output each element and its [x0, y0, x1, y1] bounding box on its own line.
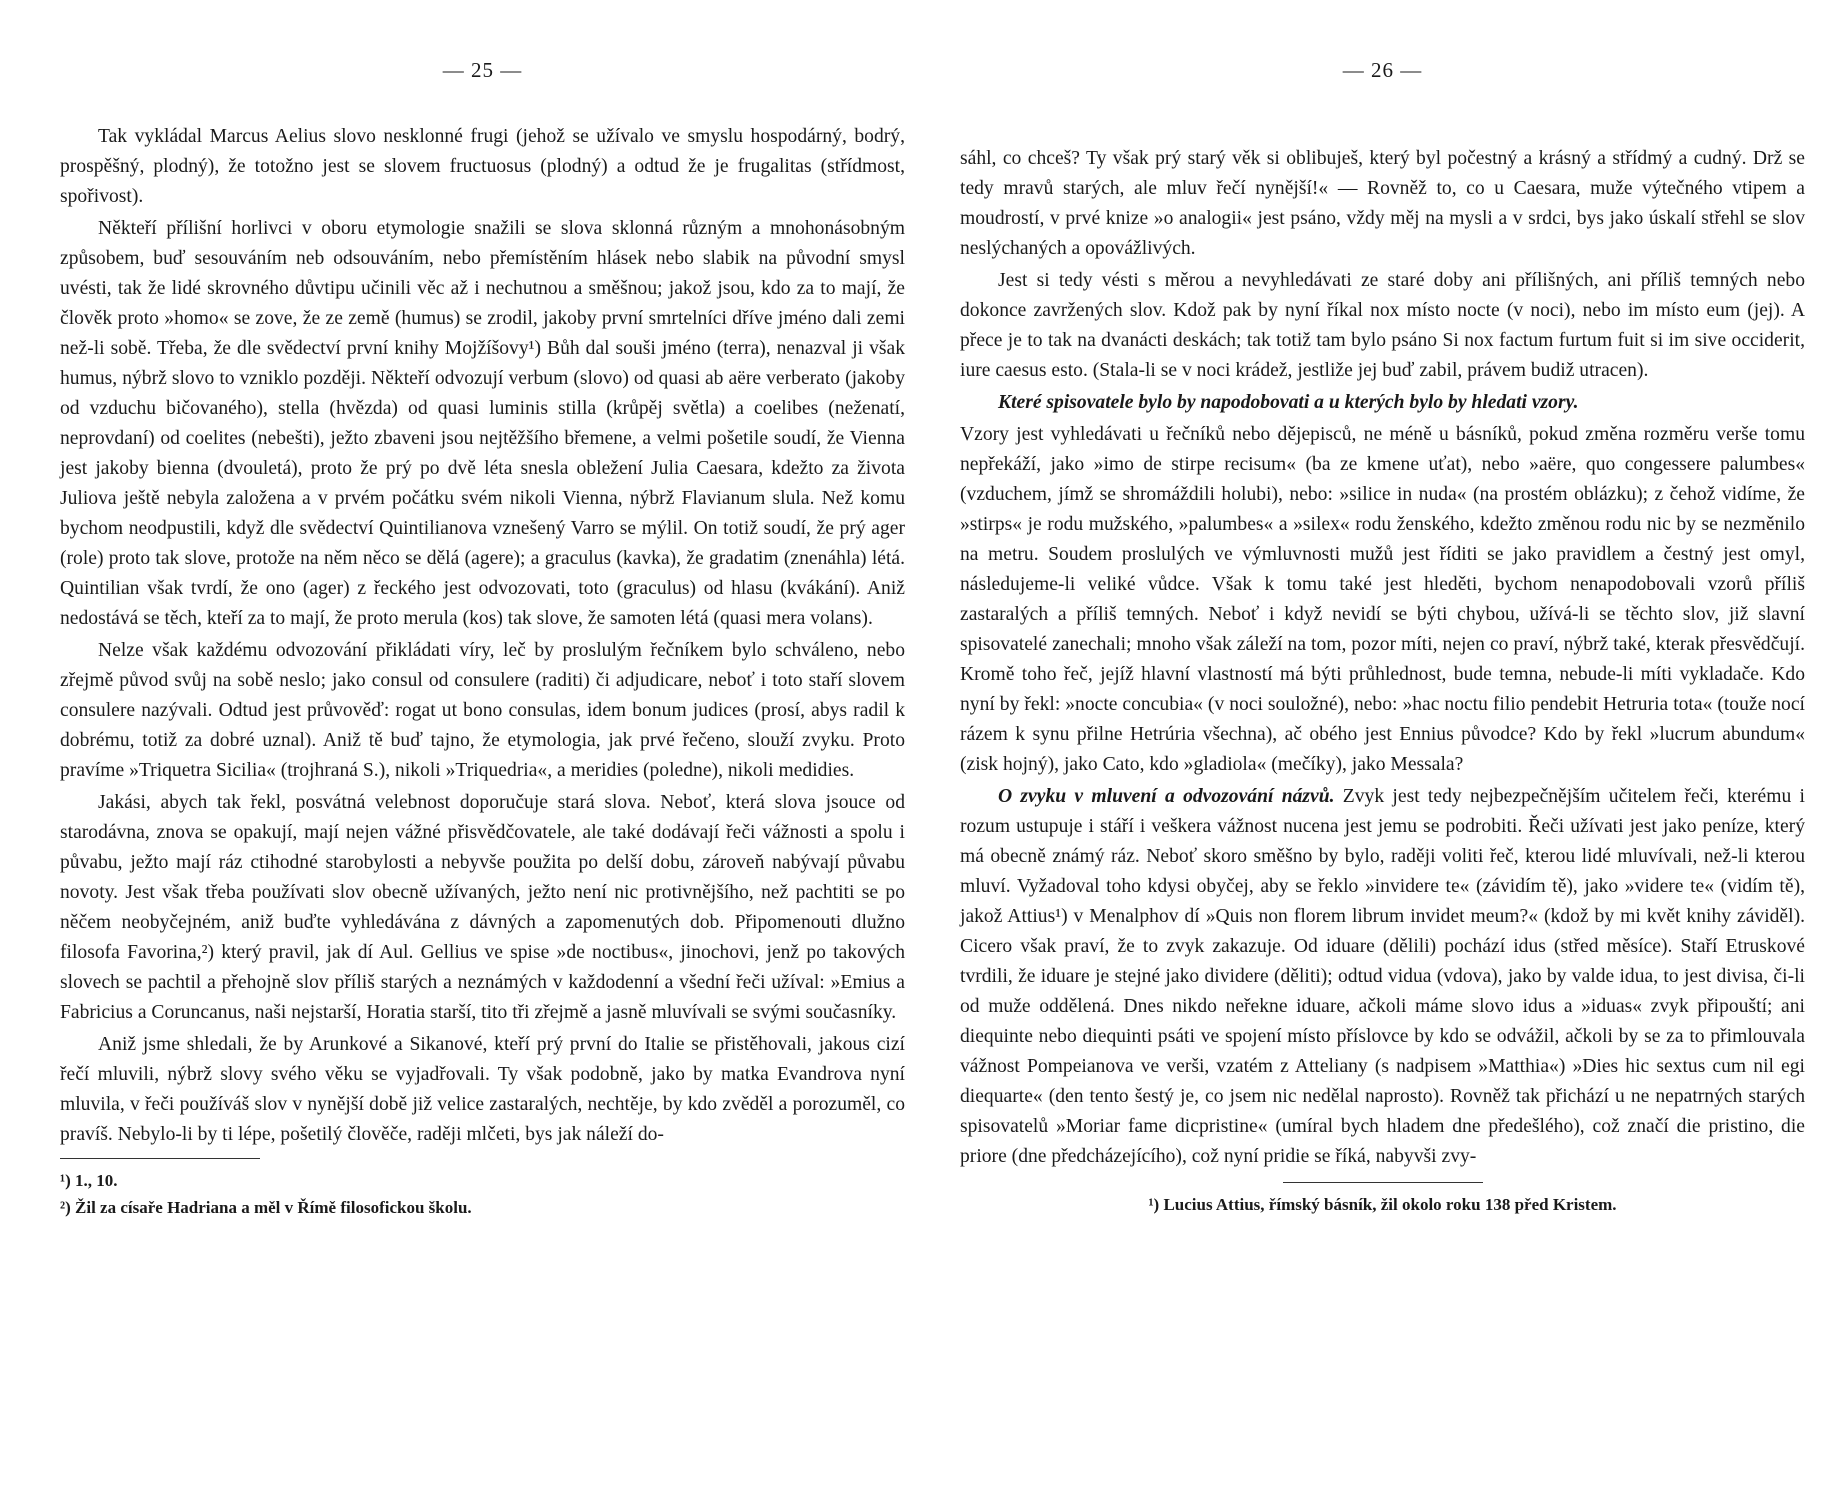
paragraph: Někteří přílišní horlivci v oboru etymologie snažili se slova sklonná různým a mnohonásobným způsobem, buď sesouváním neb odsouváním, nebo přemístěním hlásek nebo slabik na původní smysl uvésti, tak že lidé skrovného důvtipu učinili věc až i nechutnou a směšnou; jakož jsou, kdo za to mají, že člověk proto »homo« se zove, že ze země (humus) se zrodil, jakoby první smrtelníci dříve jméno dali zemi než-li sobě. Třeba, že dle svědectví první knihy Mojžíšovy¹) Bůh dal souši jméno (terra), nenazval ji však humus, nýbrž slovo to vzniklo později. Někteří odvozují verbum (slovo) od quasi ab aëre verberato (jakoby od vzduchu bičovaného), stella (hvězda) od quasi luminis stilla (krůpěj světla) a coelibes (neženatí, neprovdaní) od coelites (nebešti), ježto zbaveni jsou nejtěžšího břemene, a velmi pošetile soudí, že Vienna jest jakoby bienna (dvouletá), proto že prý po dvě léta snesla obležení Julia Caesara, kdežto za života Juliova ještě nebyla založena a v prvém počátku svém nikoli Vienna, nýbrž Flavianum slula. Než komu bychom neodpustili, když dle svědectví Quintilianova vznešený Varro se mýlil. On totiž soudí, že prý ager (role) proto tak slove, protože na něm něco se dělá (agere); a graculus (kavka), že gradatim (znenáhla) létá. Quintilian však tvrdí, že ono (ager) z řeckého jest odvozovati, toto (graculus) od hlasu (kvákání). Aniž nedostává se těch, kteří za to mají, že proto merula (kos) tak slove, že samoten létá (quasi mera volans). — [60, 218, 905, 629]
footnote-divider — [60, 1158, 260, 1159]
paragraph-with-heading — [960, 782, 1805, 1172]
page-number: — 25 — — [442, 58, 523, 82]
section-heading — [960, 388, 1805, 418]
page-body — [60, 122, 905, 1150]
page-left — [60, 0, 905, 1500]
page-right — [960, 0, 1805, 1500]
paragraph: Nelze však každému odvozování přikládati víry, leč by proslulým řečníkem bylo schváleno, nebo zřejmě původ svůj na sobě neslo; jako consul od consulere (raditi) či adjudicare, neboť i toto staří slovem consulere nazývali. Odtud jest průvověď: rogat ut bono consulas, idem bonum judices (prosí, abys radil k dobrému, totiž za dobré uznal). Aniž tě buď tajno, že etymologia, jak prvé řečeno, slouží zvyku. Proto pravíme »Triquetra Sicilia« (trojhraná S.), nikoli »Triquedria«, a meridies (poledne), nikoli medidies. — [60, 640, 905, 781]
paragraph: sáhl, co chceš? Ty však prý starý věk si oblibuješ, který byl počestný a krásný a střídmý a cudný. Drž se tedy mravů starých, ale mluv řečí nynější!« — Rovněž to, co u Caesara, muže výtečného vtipem a moudrostí, v prvé knize »o analogii« jest psáno, vždy měj na mysli a v srdci, bys jako úskalí střehl se slov neslýchaných a opovážlivých. — [960, 148, 1805, 259]
paragraph-text: Zvyk jest tedy nejbezpečnějším učitelem řeči, kterému i rozum ustupuje i stáří i veškera vážnost nucena jest jemu se podrobiti. Řeči užívati jest jako peníze, který má obecně známý ráz. Neboť skoro směšno by bylo, raději voliti řeč, kterou lidé mluvívali, než-li kterou mluví. Vyžadoval toho kdysi obyčej, aby se řeklo »invidere te« (závidím tě), jako »videre te« (vidím tě), jakož Attius¹) v Menalphov dí »Quis non florem librum invidet meum?« (kdož by mi květ knihy záviděl). Cicero však praví, že to zvyk zakazuje. Od iduare (dělili) pochází idus (střed měsíce). Staří Etruskové tvrdili, že iduare je stejné jako dividere (děliti); odtud vidua (vdova), jako by valde idua, to jest divisa, či-li od muže oddělená. Dnes nikdo neřekne iduare, ačkoli máme slovo idus a »iduas« zvyk připouští; ani diequinte nebo diequinti psáti ve spojení místo příslovce by kdo se odvážil, ačkoli by se za to přimlouvala vážnost Pompeianova ve verši, vzatém z Atteliany (s nadpisem »Matthia«) »Dies hic sextus cum nil egi diequarte« (den tento šestý je, co jsem nic nedělal naprosto). Rovněž tak přichází u ne nepatrných starých spisovatelů »Moriar fame dicpristine« (umíral bych hladem dne předešlého), což značí die pristino, die priore (dne předcházejícího), což nyní pridie se říká, nabyvši zvy- — [960, 786, 1805, 1167]
paragraph: Tak vykládal Marcus Aelius slovo nesklonné frugi (jehož se užívalo ve smyslu hospodárný, bodrý, prospěšný, plodný), že totožno jest se slovem fructuosus (plodný) a odtud že je frugalitas (střídmost, spořivost). — [60, 126, 905, 207]
footnote: ¹) Lucius Attius, římský básník, žil okolo roku 138 před Kristem. — [1148, 1195, 1617, 1214]
footnote: ¹) 1., 10. — [60, 1171, 118, 1190]
section-heading-text: O zvyku v mluvení a odvozování názvů. — [998, 786, 1335, 807]
paragraph: Vzory jest vyhledávati u řečníků nebo dějepisců, ne méně u básníků, pokud změna rozměru verše tomu nepřekáží, jako »imo de stirpe recisum« (ba ze kmene uťat), nebo »aëre, quo congessere palumbes« (vzduchem, jímž se shromáždili holubi), nebo: »silice in nuda« (na prostém oblázku); z čehož vidíme, že »stirps« je rodu mužského, »palumbes« a »silex« rodu ženského, kdežto změnou rodu nic by se nezměnilo na metru. Soudem proslulých ve výmluvnosti mužů jest říditi se jako pravidlem a čestný jest omyl, následujeme-li veliké vůdce. Však k tomu také jest hleděti, bychom nenapodobovali vzorů příliš zastaralých a příliš temných. Neboť i když nevidí se býti chybou, užívá-li se těchto slov, již slavní spisovatelé zanechali; mnoho však záleží na tom, pozor míti, nejen co praví, nýbrž také, kterak přesvědčují. Kromě toho řeč, jejíž hlavní vlastností má býti průhlednost, bude temna, nebude-li míti vykladače. Kdo nyní by řekl: »nocte concubia« (v noci souložné), nebo: »hac noctu filio pendebit Hetruria tota« (touže nocí rázem k synu přilne Hetrúria všechna), ač obého jest Ennius původce? Kdo by řekl »lucrum abundum« (zisk hojný), jako Cato, kdo »gladiola« (mečíky), jako Messala? — [960, 424, 1805, 775]
page-body — [960, 144, 1805, 1172]
section-heading-text: Které spisovatele bylo by napodobovati a u kterých bylo by hledati vzory. — [998, 392, 1579, 413]
paragraph: Aniž jsme shledali, že by Arunkové a Sikanové, kteří prý první do Italie se přistěhovali, jakous cizí řečí mluvili, nýbrž slovy svého věku se vyjadřovali. Ty však podobně, jako by matka Evandrova nyní mluvila, v řeči používáš slov v nynější době již velice zastaralých, nechtěje, by kdo zvěděl a porozuměl, co pravíš. Nebylo-li by ti lépe, pošetilý člověče, raději mlčeti, bys jak náleží do- — [60, 1034, 905, 1145]
footnote: ²) Žil za císaře Hadriana a měl v Římě filosofickou školu. — [60, 1198, 472, 1217]
paragraph: Jakási, abych tak řekl, posvátná velebnost doporučuje stará slova. Neboť, která slova jsouce od starodávna, znova se opakují, mají nejen vážné přisvědčovatele, ale také dodávají řeči vážnosti a spolu i půvabu, ježto mají ráz ctihodné starobylosti a nebyvše použita po delší dobu, zároveň nabývají půvabu novoty. Jest však třeba používati slov obecně užívaných, ježto není nic protivnějšího, než pachtiti se po něčem neobyčejném, aniž buďte vyhledávána z dávných a zapomenutých dob. Připomenouti dlužno filosofa Favorina,²) který pravil, jak dí Aul. Gellius ve spise »de noctibus«, jinochovi, jenž po takových slovech se pachtil a přehojně slov příliš starých a neznámých v každodenní a všední řeči užíval: »Emius a Fabricius a Coruncanus, naši nejstarší, Horatia starší, tito tři zřejmě a jasně mluvívali se svými současníky. — [60, 792, 905, 1023]
paragraph: Jest si tedy vésti s měrou a nevyhledávati ze staré doby ani přílišných, ani příliš temných nebo dokonce zavržených slov. Kdož pak by nyní říkal nox místo nocte (v noci), nebo im místo eum (jej). A přece je to tak na dvanácti deskách; tak totiž tam bylo psáno Si nox factum furtum fuit si im sive occiderit, iure caesus esto. (Stala-li se v noci krádež, jestliže jej buď zabil, právem budiž utracen). — [960, 270, 1805, 381]
footnote-divider — [1283, 1182, 1483, 1183]
page-number: — 26 — — [1342, 58, 1423, 82]
